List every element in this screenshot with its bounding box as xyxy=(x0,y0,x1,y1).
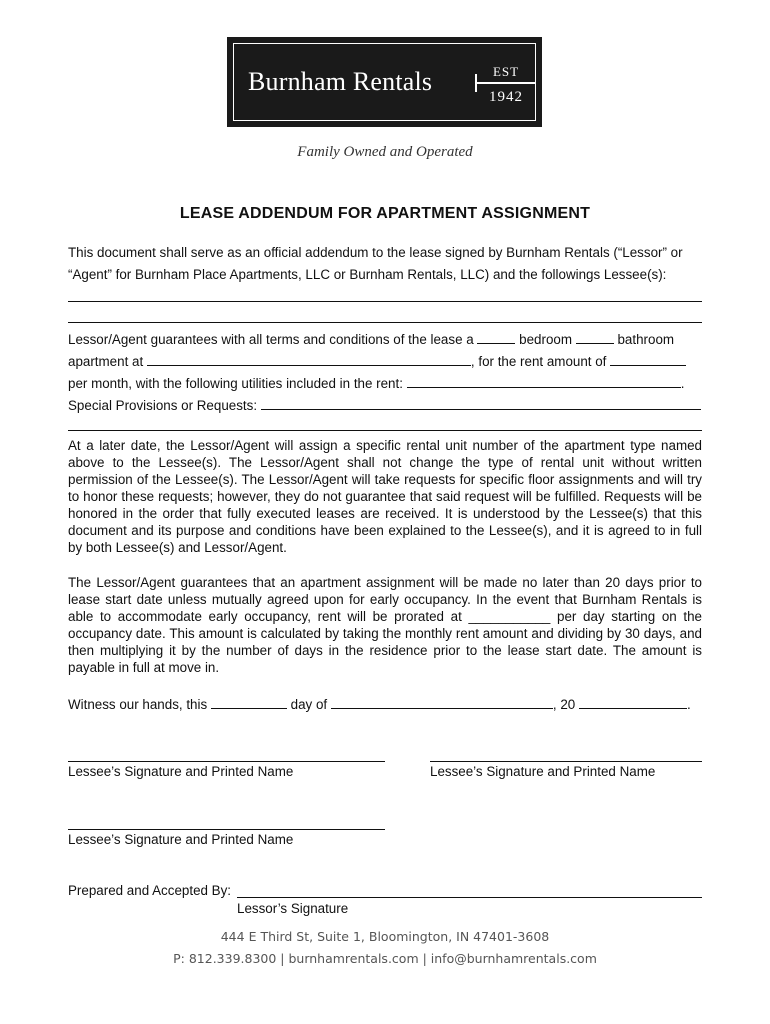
terms-text-1: Lessor/Agent guarantees with all terms and conditions of the lease a xyxy=(68,332,474,347)
bedroom-count-field[interactable] xyxy=(477,330,515,344)
lessor-signature-label: Lessor’s Signature xyxy=(237,901,349,916)
utilities-period: . xyxy=(680,376,685,391)
utilities-field[interactable] xyxy=(407,374,681,388)
assignment-paragraph: At a later date, the Lessor/Agent will assign a specific rental unit number of the apartment type named above to the Lessee(s). The Lessor/Agent shall not change the type of rental unit without written permission of the Lessee(s). The Lessor/Agent will take requests for specific floor assignments and will try to honor these requests; however, they do not guarantee that said request will be fulfilled. Requests will be honored in the order that fully executed leases are received. It is understood by the Lessee(s) that this document and its purpose and conditions have been explained to the Lessee(s), and it is agreed to in full by both Lessee(s) and Lessor/Agent. xyxy=(68,438,702,555)
intro-paragraph: This document shall serve as an official addendum to the lease signed by Burnham Rentals (“Lessor” or “Agent” for Burnham Place Apartments, LLC or Burnham Rentals, LLC) and the followings Lessee(s): xyxy=(68,245,683,282)
bedroom-label: bedroom xyxy=(519,332,573,347)
utilities-label: per month, with the following utilities included in the rent: xyxy=(68,376,403,391)
bathroom-label: bathroom xyxy=(617,332,675,347)
footer-address: 444 E Third St, Suite 1, Bloomington, IN 47401-3608 xyxy=(220,929,550,944)
rent-amount-field[interactable] xyxy=(610,352,686,366)
occupancy-paragraph: The Lessor/Agent guarantees that an apartment assignment will be made no later than 20 days prior to lease start date unless mutually agreed upon for early occupancy. In the event that Burnham Rentals is able to accommodate early occupancy, rent will be prorated at ___________ per day starting on the occupancy date. This amount is calculated by taking the monthly rent amount and dividing by 30 days, and then multiplying it by the number of days in the residence prior to the lease start date. The amount is payable in full at move in. xyxy=(68,575,702,675)
tagline: Family Owned and Operated xyxy=(297,144,473,160)
rent-amount-label: , for the rent amount of xyxy=(470,354,607,369)
day-of-label: day of xyxy=(290,697,328,712)
special-provisions-field[interactable] xyxy=(261,396,701,410)
terms-row-4 xyxy=(68,396,708,414)
lessee-name-line-2[interactable] xyxy=(68,322,702,323)
witness-period: . xyxy=(686,697,691,712)
witness-month-field[interactable] xyxy=(331,695,553,709)
witness-year-field[interactable] xyxy=(579,695,687,709)
terms-row-2 xyxy=(68,352,708,370)
terms-row-1 xyxy=(68,330,708,348)
lessee-signature-label-3: Lessee’s Signature and Printed Name xyxy=(68,832,294,847)
logo-frame xyxy=(233,43,536,121)
company-logo xyxy=(227,37,542,127)
witness-row xyxy=(68,695,708,713)
document-title: LEASE ADDENDUM FOR APARTMENT ASSIGNMENT xyxy=(179,205,591,222)
witness-day-field[interactable] xyxy=(211,695,287,709)
lessee-signature-line-1[interactable] xyxy=(68,761,385,762)
lessee-signature-label-2: Lessee’s Signature and Printed Name xyxy=(430,764,656,779)
prepared-by-label: Prepared and Accepted By: xyxy=(68,883,232,898)
lessee-name-line-1[interactable] xyxy=(68,301,702,302)
lessee-signature-label-1: Lessee’s Signature and Printed Name xyxy=(68,764,294,779)
bathroom-count-field[interactable] xyxy=(576,330,614,344)
terms-row-3 xyxy=(68,374,708,392)
year-prefix-label: , 20 xyxy=(552,697,576,712)
lessee-signature-line-3[interactable] xyxy=(68,829,385,830)
apartment-at-label: apartment at xyxy=(68,354,144,369)
witness-label: Witness our hands, this xyxy=(68,697,208,712)
footer-contact: P: 812.339.8300 | burnhamrentals.com | info@burnhamrentals.com xyxy=(173,951,597,966)
logo-company-name: Burnham Rentals xyxy=(248,67,433,96)
special-provisions-line-2[interactable] xyxy=(68,430,702,431)
logo-year: 1942 xyxy=(489,89,523,105)
special-provisions-label: Special Provisions or Requests: xyxy=(68,398,258,413)
logo-rule xyxy=(475,82,535,84)
logo-est: EST xyxy=(492,64,520,79)
apartment-address-field[interactable] xyxy=(147,352,471,366)
lessor-signature-line[interactable] xyxy=(237,897,702,898)
lessee-signature-line-2[interactable] xyxy=(430,761,702,762)
